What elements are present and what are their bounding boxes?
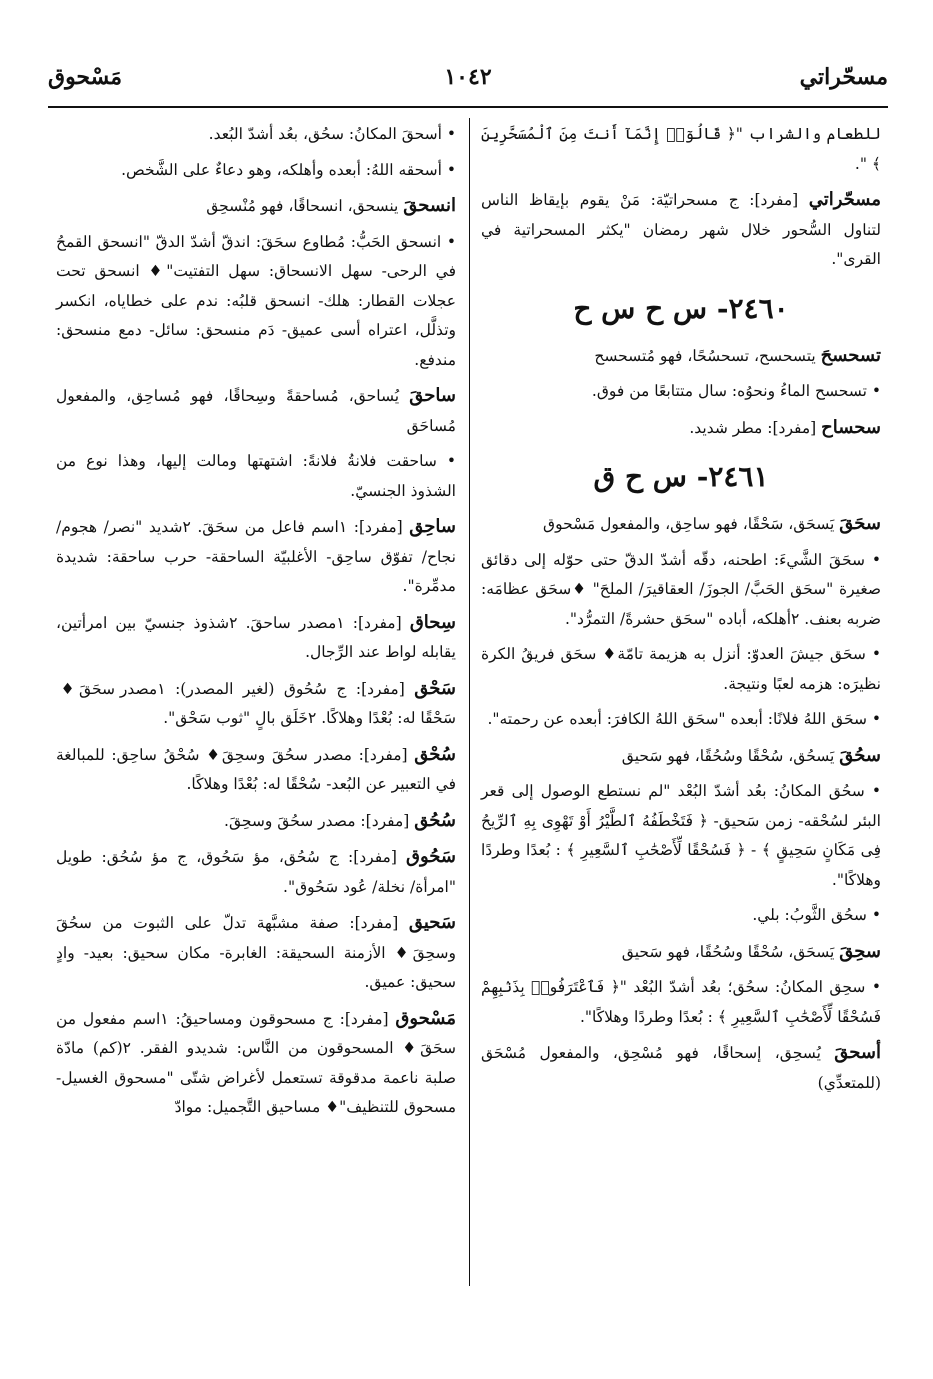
entry-text: يتسحسح، تسحسُحًا، فهو مُتسحسح: [594, 346, 816, 365]
page-number: ١٠٤٢: [444, 64, 492, 90]
headword: أسحقَ: [834, 1042, 881, 1063]
entry-text: • سحِق المكانُ: سحُق؛ بعُد أشدّ البُعْد "﴿ فَٱعْتَرَفُوا۟ بِذَنۢبِهِمْ فَسُحْقًا لِّأَصْحَٰبِ ٱلسَّعِيرِ ﴾ : بُعدًا وطردًا وهلاكًا".: [481, 978, 881, 1026]
entry-text: • سحَق اللهُ فلانًا: أبعده "سحَق اللهُ الكافرَ: أبعده عن رحمته".: [487, 710, 881, 728]
dictionary-entry: [481, 120, 881, 179]
entry-text: • سحَق جيشَ العدوّ: أنزل به هزيمة تامّة♦ سحَق فريقُ الكرة نظيرَه: هزمه لعبًا ونتيجة.: [481, 645, 881, 693]
headword: سحُقَ: [839, 744, 881, 766]
dictionary-entry: [481, 546, 881, 635]
dictionary-entry: [56, 228, 456, 376]
root-heading: ٢٤٦٠- س ح س ح: [573, 291, 789, 325]
headword: ساحقَ: [409, 385, 456, 406]
entry-text: يَسحَق، سَحْقًا، فهو ساحِق، والمفعول مَسْحوق: [543, 515, 835, 533]
dictionary-entry: [56, 1004, 456, 1123]
left-column: [56, 120, 456, 1129]
dictionary-entry: [56, 608, 456, 668]
dictionary-entry: [56, 908, 456, 998]
entry-text: ينسحق، انسحاقًا، فهو مُنْسحِق: [206, 197, 399, 215]
entry-text: [مفرد]: ج مسحراتيّة: مَنْ يقوم بإيقاظ الناس لتناول السُّحور خلال شهر رمضان "يكثر المسحراتية في القرى".: [481, 191, 881, 268]
dictionary-entry: [481, 341, 881, 372]
dictionary-entry: [56, 191, 456, 222]
entry-text: • أسحقَ المكانُ: سحُق، بعُد أشدّ البُعد.: [208, 125, 456, 143]
right-column: [481, 120, 881, 1104]
dictionary-entry: [481, 777, 881, 895]
root-heading: ٢٤٦١- س ح ق: [593, 460, 769, 493]
dictionary-entry: [481, 937, 881, 968]
headword: تسحسحَ: [820, 344, 881, 366]
column-divider: [469, 118, 470, 1286]
running-head-right: مسحّراتي: [799, 64, 888, 90]
page-header: [48, 60, 888, 104]
entry-text: • تسحسح الماءُ ونحوُه: سال متتابعًا من فوق.: [591, 382, 881, 400]
entry-text: • ساحقت فلانةُ فلانةً: اشتهتها ومالت إليها، وهذا نوع من الشذوذ الجنسيّ.: [56, 452, 456, 500]
headword: مسحّراتي: [808, 189, 881, 210]
headword: سُحْق: [414, 743, 456, 765]
dictionary-entry: [56, 447, 456, 506]
entry-text: • سحَقَ الشَّيءَ: اطحنه، دقّه أشدّ الدقّ حتى حوّله إلى دقائق صغيرة "سحَق الحَبَّ/ الجوزَ/ العقاقيرَ/ الملحَ" ♦سحَق عظامَه: ضربه بعنف. ٢أهلكه، أباده "سحَق حشرةً/ التمرُّد".: [481, 550, 881, 628]
running-head-left: مَسْحوق: [48, 64, 123, 90]
entry-text: • أسحقه اللهُ: أبعده وأهلكه، وهو دعاءٌ على الشَّخص.: [121, 160, 456, 179]
dictionary-entry: [56, 156, 456, 186]
headword: سحِقَ: [839, 940, 881, 962]
entry-text: يُساحق، مُساحقةً وسِحاقًا، فهو مُساحِق، والمفعول مُساحَق: [56, 387, 456, 435]
entry-text: [مفرد]: مصدر سحُقَ وسحِقَ♦ سُحْقُ ساحِق: للمبالغة في التعبير عن البُعد- سُحْقًا له: بُعْدًا وهلاكًا.: [56, 745, 456, 793]
entry-text: [مفرد]: ١مصدر ساحقَ. ٢شذوذ جنسيّ بين امرأتين، يقابله لواط عند الرِّجال.: [56, 613, 456, 661]
dictionary-entry: [481, 741, 881, 772]
dictionary-entry: [56, 674, 456, 734]
dictionary-entry: [56, 512, 456, 602]
entry-text: • سحُق الثَّوبُ: بلي.: [752, 906, 881, 924]
headword: مَسْحوق: [395, 1007, 456, 1029]
entry-text: للطعام والشراب "﴿ قَالُوٓا۟ إِنَّمَآ أَنتَ مِنَ ٱلْمُسَحَّرِينَ ﴾ ".: [481, 125, 881, 173]
entry-text: [مفرد]: ١اسم فاعل من سحَقَ. ٢شديد "نصر/ هجوم/ نجاح/ تفوّق ساحِق- الأغلبيّة الساحقة- حرب ساحقة: شديدة مدمِّرة".: [56, 518, 456, 595]
dictionary-entry: [481, 901, 881, 931]
entry-text: [مفرد]: ج مسحوقون ومساحيقُ: ١اسم مفعول من سحَقَ♦ المسحوقون من النَّاس: شديدو الفقر. ٢(كم) مادّة صلبة ناعمة مدقوقة تستعمل لأغراض شتّى "مسحوق الغسيل- مسحوق للتنظيف"♦ مساحيق التَّجميل: موادّ: [56, 1009, 456, 1116]
dictionary-entry: [481, 185, 881, 275]
dictionary-entry: [481, 640, 881, 699]
entry-text: [مفرد]: صفة مشبَّهة تدلّ على الثبوت من سحُقَ وسحِقَ♦ الأزمنة السحيقة: الغابرة- مكان سحيق: بعيد- وادٍ سحيق: عميق.: [56, 914, 456, 991]
headword: سَحْق: [414, 677, 456, 699]
headword: سحساح: [821, 416, 881, 438]
dictionary-entry: [56, 381, 456, 441]
dictionary-entry: [481, 705, 881, 735]
dictionary-entry: [56, 806, 456, 837]
headword: سُحُق: [414, 809, 456, 831]
dictionary-entry: [56, 120, 456, 150]
entry-text: يَسحُق، سُحْقًا وسُحُقًا، فهو سَحيق: [621, 746, 835, 765]
entry-text: [مفرد]: ج سُحُق، مؤ سَحُوق، ج مؤ سُحُق: طويل "امرأة/ نخلة/ عُود سَحُوق".: [56, 848, 456, 896]
dictionary-entry: [56, 842, 456, 902]
entry-text: يُسحِق، إسحاقًا، فهو مُسْحِق، والمفعول مُسْحَق (للمتعدِّي): [481, 1044, 881, 1092]
entry-text: [مفرد]: ج سُحُوق (لغير المصدر): ١مصدر سحَقَ♦ سَحْقًا له: بُعْدًا وهلاكًا. ٢خَلَق بالٍ "ثوب سَحْق".: [56, 679, 456, 727]
dictionary-entry: [481, 509, 881, 540]
dictionary-entry: [481, 973, 881, 1032]
dictionary-entry: [481, 413, 881, 444]
headword: سَحُوق: [406, 846, 456, 867]
entry-text: • سحُق المكانُ: بعُد أشدّ البُعْد "لم نستطع الوصول إلى قعر البئر لسُحْقه- زمن سَحيق- ﴿ فَتَخْطَفُهُ ٱلطَّيْرُ أَوْ تَهْوِى بِهِ ٱلرِّيحُ فِى مَكَانٍ سَحِيقٍ ﴾ - ﴿ فَسُحْقًا لِّأَصْحَٰبِ ٱلسَّعِيرِ ﴾ : بُعدًا وطردًا وهلاكًا".: [481, 782, 881, 889]
headword: سحَقَ: [839, 513, 881, 534]
entry-text: [مفرد]: مصدر سحُقَ وسحِقَ.: [224, 811, 410, 830]
entry-text: • انسحق الحَبُّ: مُطاوع سحَقَ: اندقّ أشدّ الدقّ "انسحق القمحُ في الرحى- سهل الانسحاق: سهل التفتيت"♦ انسحق تحت عجلات القطار: هلك- انسحق قلبُه: ندم على خطاياه، انكسر وتذلَّل، اعتراه أسى عميق- دَم منسحق: سائل- دمع منسحق: مندفع.: [56, 232, 456, 369]
header-rule: [48, 106, 888, 108]
dictionary-entry: [56, 740, 456, 800]
entry-text: يَسحَق، سُحْقًا وسُحُقًا، فهو سَحيق: [621, 942, 835, 961]
dictionary-entry: [481, 377, 881, 407]
dictionary-entry: [481, 1038, 881, 1098]
entry-text: [مفرد]: مطر شديد.: [689, 418, 817, 437]
headword: انسحقَ: [403, 195, 456, 216]
headword: سِحاق: [409, 611, 456, 633]
headword: ساحِق: [409, 516, 457, 537]
headword: سَحيق: [408, 912, 456, 933]
